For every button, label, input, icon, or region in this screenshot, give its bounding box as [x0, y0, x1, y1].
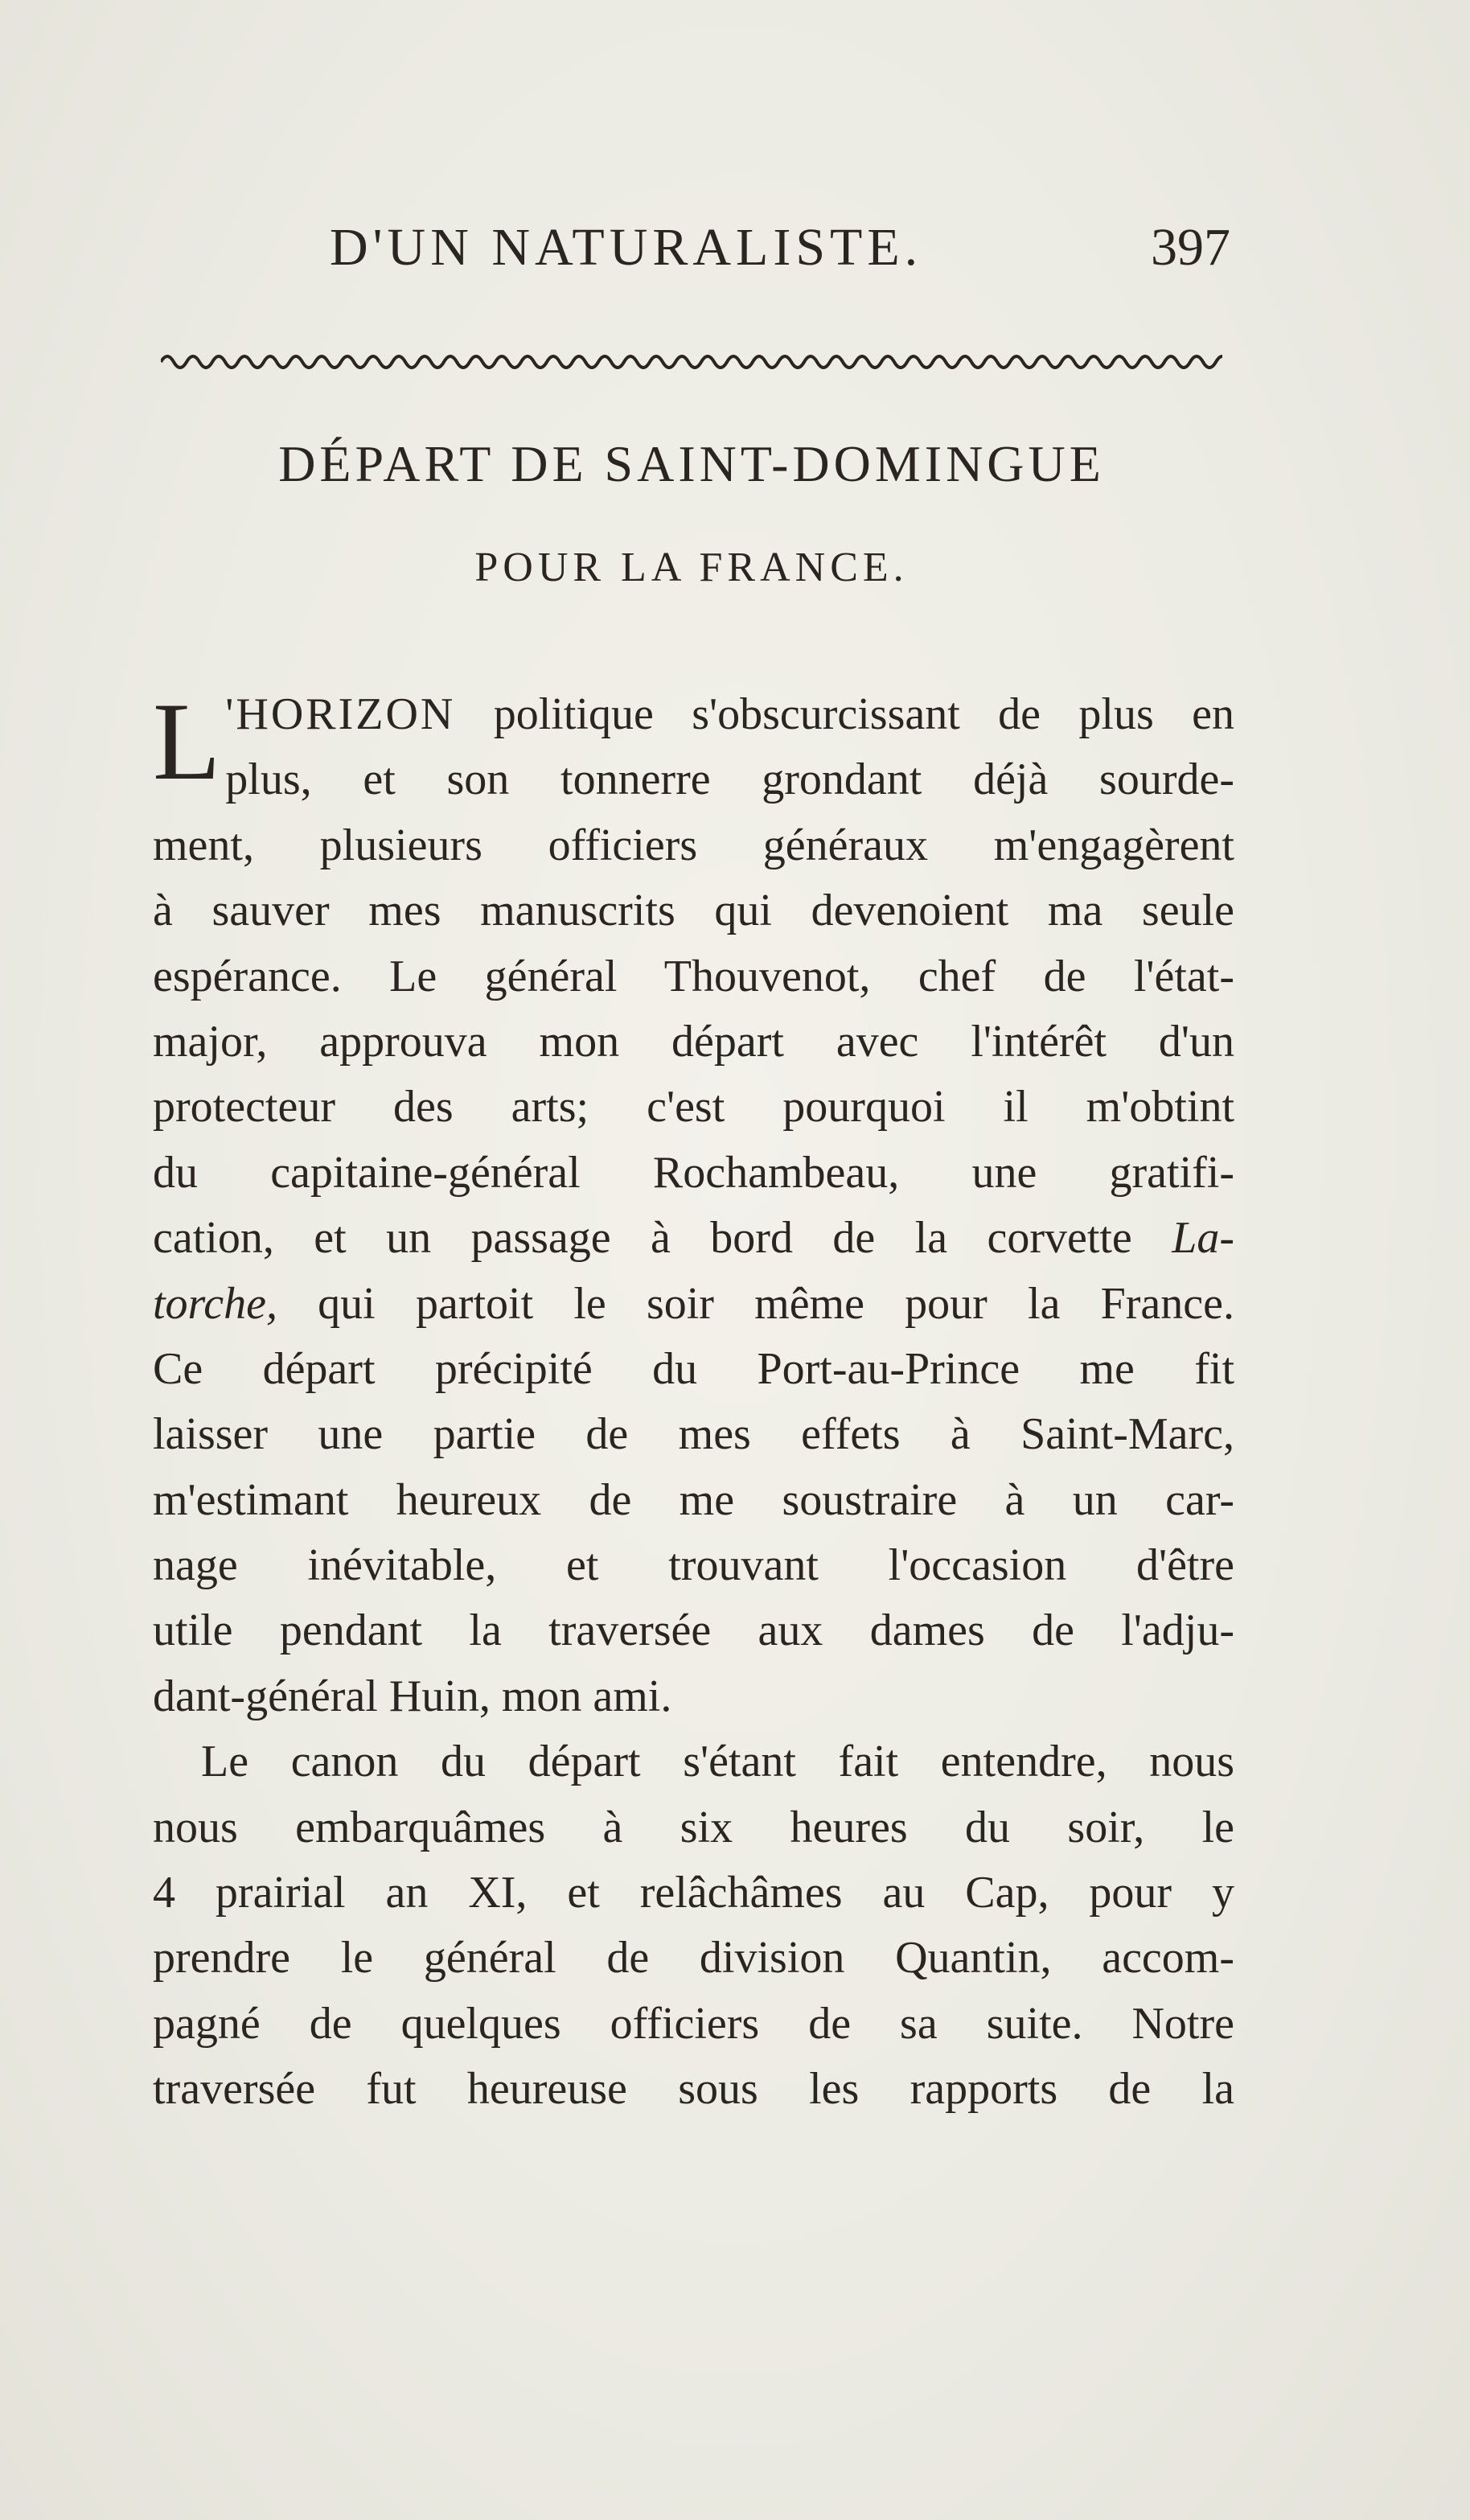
- text-line: ment, plusieurs officiers généraux m'engagèrent: [153, 820, 1234, 870]
- text-line: 4 prairial an XI, et relâchâmes au Cap, pour y: [153, 1868, 1234, 1918]
- text-line: prendre le général de division Quantin, accom-: [153, 1933, 1234, 1984]
- text-span: qui partoit le soir même pour la France.: [277, 1278, 1234, 1329]
- page-header: [153, 217, 1230, 290]
- text-line: Le canon du départ s'étant fait entendre, nous: [201, 1737, 1234, 1787]
- paragraph-1: [153, 682, 1234, 1729]
- text-line: nous embarquâmes à six heures du soir, le: [153, 1802, 1234, 1852]
- text-line: utile pendant la traversée aux dames de l'adju-: [153, 1605, 1234, 1656]
- drop-cap: L: [153, 680, 221, 803]
- text-line: plus, et son tonnerre grondant déjà sourde-: [225, 754, 1234, 805]
- text-line: espérance. Le général Thouvenot, chef de l'état-: [153, 951, 1234, 1001]
- text-line: major, approuva mon départ avec l'intérêt d'un: [153, 1016, 1234, 1067]
- italic-span: La-: [1172, 1213, 1234, 1264]
- chapter-subtitle: POUR LA FRANCE.: [474, 545, 909, 590]
- text-line: traversée fut heureuse sous les rapports de la: [153, 2064, 1234, 2115]
- text-span: politique s'obscurcissant de plus en: [455, 689, 1234, 739]
- italic-span: torche,: [153, 1278, 277, 1329]
- paragraph-2: [153, 1729, 1234, 2122]
- text-line: [153, 682, 1234, 747]
- text-span: cation, et un passage à bord de la corvette: [153, 1213, 1172, 1264]
- page-number: 397: [1151, 218, 1230, 277]
- body-text: [153, 682, 1234, 2123]
- text-line: à sauver mes manuscrits qui devenoient ma seule: [153, 886, 1234, 936]
- text-line: [153, 1206, 1234, 1271]
- text-line: dant-général Huin, mon ami.: [153, 1671, 672, 1721]
- text-line: [153, 1272, 1234, 1337]
- chapter-title: DÉPART DE SAINT-DOMINGUE: [278, 435, 1105, 492]
- text-line: Ce départ précipité du Port-au-Prince me fit: [153, 1343, 1234, 1394]
- smallcaps-word: 'HORIZON: [225, 689, 456, 739]
- text-line: laisser une partie de mes effets à Saint-Marc,: [153, 1409, 1234, 1460]
- text-line: protecteur des arts; c'est pourquoi il m'obtint: [153, 1082, 1234, 1133]
- text-line: du capitaine-général Rochambeau, une gratifi-: [153, 1147, 1234, 1198]
- wave-ornament-icon: [161, 346, 1222, 378]
- text-line: pagné de quelques officiers de sa suite. Notre: [153, 1998, 1234, 2049]
- running-head: D'UN NATURALISTE.: [330, 218, 923, 277]
- text-line: m'estimant heureux de me soustraire à un car-: [153, 1474, 1234, 1525]
- text-line: nage inévitable, et trouvant l'occasion d'être: [153, 1540, 1234, 1591]
